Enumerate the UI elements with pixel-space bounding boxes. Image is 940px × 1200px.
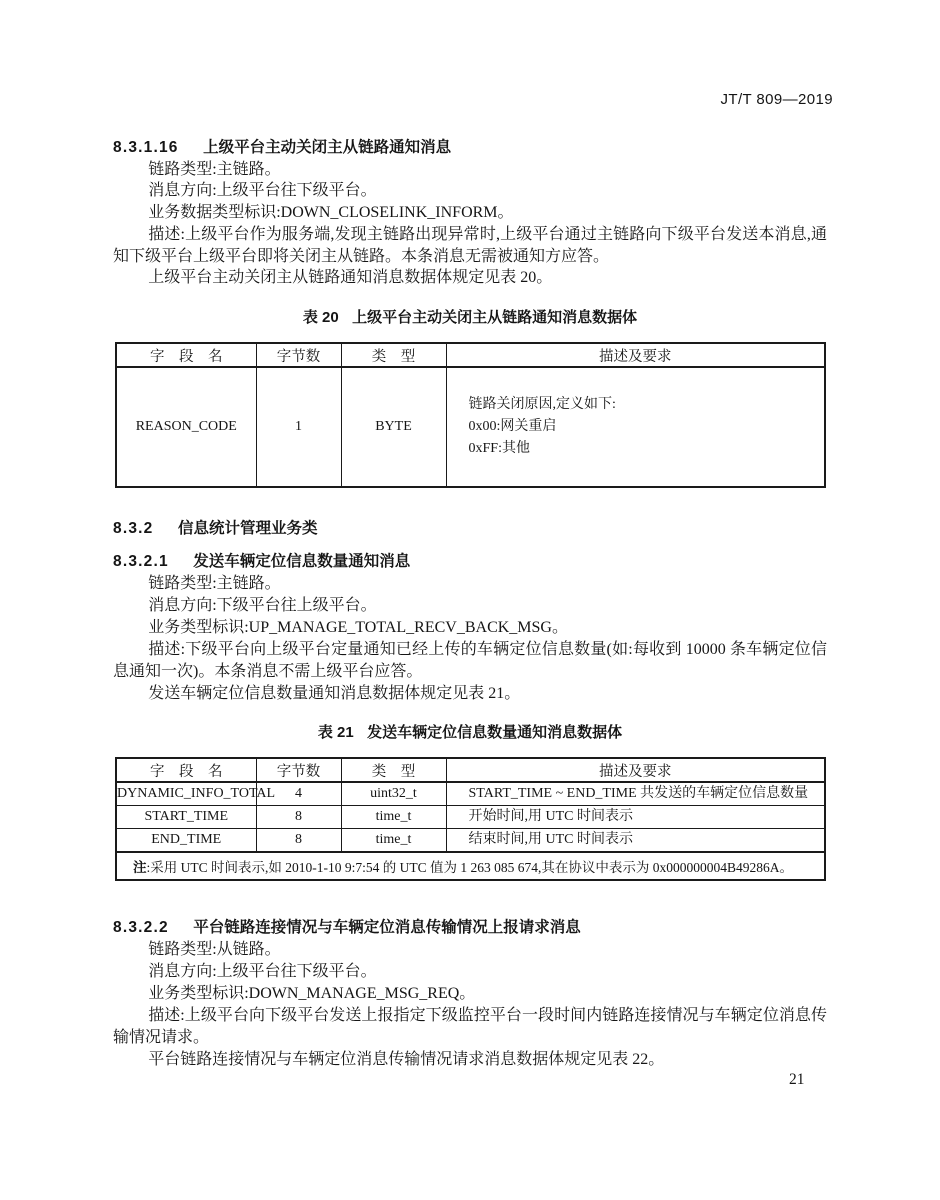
table21-note-row [116, 852, 825, 880]
note-text: :采用 UTC 时间表示,如 2010-1-10 9:7:54 的 UTC 值为 1 263 085 674,其在协议中表示为 0x000000004B49286A。 [146, 860, 793, 875]
description-cell [446, 367, 825, 487]
business-type-id-line: 业务类型标识:UP_MANAGE_TOTAL_RECV_BACK_MSG。 [148, 619, 568, 636]
link-type-line: 链路类型:从链路。 [148, 941, 281, 958]
byte-count-cell: 4 [256, 782, 341, 806]
section-8-3-2 [113, 518, 827, 540]
description-line: 0x00:网关重启 [468, 419, 557, 434]
column-header-field-name: 字 段 名 [116, 758, 256, 782]
section-number: 8.3.2.2 [113, 919, 169, 936]
section-heading [113, 917, 827, 939]
section-title: 信息统计管理业务类 [177, 520, 318, 537]
table20-caption-label: 表 20 [302, 309, 339, 326]
description-cell: 结束时间,用 UTC 时间表示 [446, 829, 825, 853]
description-line: 0xFF:其他 [468, 441, 530, 456]
section-heading [113, 518, 827, 540]
table20 [115, 342, 826, 488]
description-cell: START_TIME ~ END_TIME 共发送的车辆定位信息数量 [446, 782, 825, 806]
page-number: 21 [789, 1071, 805, 1088]
type-cell: uint32_t [341, 782, 446, 806]
table21-row-end-time [116, 829, 825, 853]
link-type-line: 链路类型:主链路。 [148, 160, 281, 178]
section-8-3-1-16 [113, 137, 827, 289]
column-header-byte-count: 字节数 [256, 343, 341, 367]
business-type-id-line: 业务类型标识:DOWN_MANAGE_MSG_REQ。 [148, 985, 476, 1002]
table21-row-dynamic-info-total [116, 782, 825, 806]
table21-caption-label: 表 21 [317, 724, 354, 741]
field-name-cell: DYNAMIC_INFO_TOTAL [116, 782, 256, 806]
byte-count-cell: 8 [256, 829, 341, 853]
column-header-byte-count: 字节数 [256, 758, 341, 782]
standard-code-header: JT/T 809—2019 [720, 91, 833, 108]
byte-count-cell: 1 [256, 367, 341, 487]
description-line: 链路关闭原因,定义如下: [468, 397, 616, 412]
section-number: 8.3.2.1 [113, 553, 169, 570]
section-heading [113, 551, 827, 573]
table20-caption [113, 308, 827, 328]
table-reference-line: 平台链路连接情况与车辆定位消息传输情况请求消息数据体规定见表 22。 [148, 1051, 665, 1068]
message-direction-line: 消息方向:下级平台往上级平台。 [148, 597, 377, 614]
section-8-3-2-2 [113, 917, 827, 1071]
table21-row-start-time [116, 806, 825, 829]
table20-caption-title: 上级平台主动关闭主从链路通知消息数据体 [352, 309, 638, 326]
column-header-description: 描述及要求 [446, 758, 825, 782]
table-reference-line: 发送车辆定位信息数量通知消息数据体规定见表 21。 [148, 685, 521, 702]
section-title: 上级平台主动关闭主从链路通知消息 [203, 139, 452, 156]
link-type-line: 链路类型:主链路。 [148, 575, 281, 592]
table21-header-row [116, 758, 825, 782]
table-reference-line: 上级平台主动关闭主从链路通知消息数据体规定见表 20。 [148, 269, 553, 287]
column-header-description: 描述及要求 [446, 343, 825, 367]
column-header-type: 类 型 [341, 343, 446, 367]
table20-header-row [116, 343, 825, 367]
description-cell: 开始时间,用 UTC 时间表示 [446, 806, 825, 829]
type-cell: time_t [341, 829, 446, 853]
column-header-type: 类 型 [341, 758, 446, 782]
field-name-cell: START_TIME [116, 806, 256, 829]
description-paragraph: 描述:下级平台向上级平台定量通知已经上传的车辆定位信息数量(如:每收到 10000 条车辆定位信息通知一次)。本条消息不需上级平台应答。 [113, 641, 827, 680]
field-name-cell: END_TIME [116, 829, 256, 853]
table21-caption [113, 723, 827, 743]
description-paragraph: 描述:上级平台向下级平台发送上报指定下级监控平台一段时间内链路连接情况与车辆定位消息传输情况请求。 [113, 1007, 827, 1046]
section-title: 平台链路连接情况与车辆定位消息传输情况上报请求消息 [193, 919, 581, 936]
field-name-cell: REASON_CODE [116, 367, 256, 487]
business-type-id-line: 业务数据类型标识:DOWN_CLOSELINK_INFORM。 [148, 204, 514, 222]
table20-row-reason-code [116, 367, 825, 487]
table21 [115, 757, 826, 881]
table-note [116, 852, 825, 880]
column-header-field-name: 字 段 名 [116, 343, 256, 367]
section-heading [113, 137, 827, 159]
section-title: 发送车辆定位信息数量通知消息 [193, 553, 411, 570]
note-label: 注 [133, 860, 147, 875]
message-direction-line: 消息方向:上级平台往下级平台。 [148, 182, 377, 200]
byte-count-cell: 8 [256, 806, 341, 829]
section-number: 8.3.2 [113, 520, 154, 537]
description-paragraph: 描述:上级平台作为服务端,发现主链路出现异常时,上级平台通过主链路向下级平台发送本消息,通知下级平台上级平台即将关闭主从链路。本条消息无需被通知方应答。 [113, 225, 827, 265]
type-cell: BYTE [341, 367, 446, 487]
section-number: 8.3.1.16 [113, 139, 179, 156]
message-direction-line: 消息方向:上级平台往下级平台。 [148, 963, 377, 980]
section-8-3-2-1 [113, 551, 827, 705]
type-cell: time_t [341, 806, 446, 829]
table21-caption-title: 发送车辆定位信息数量通知消息数据体 [367, 724, 623, 741]
